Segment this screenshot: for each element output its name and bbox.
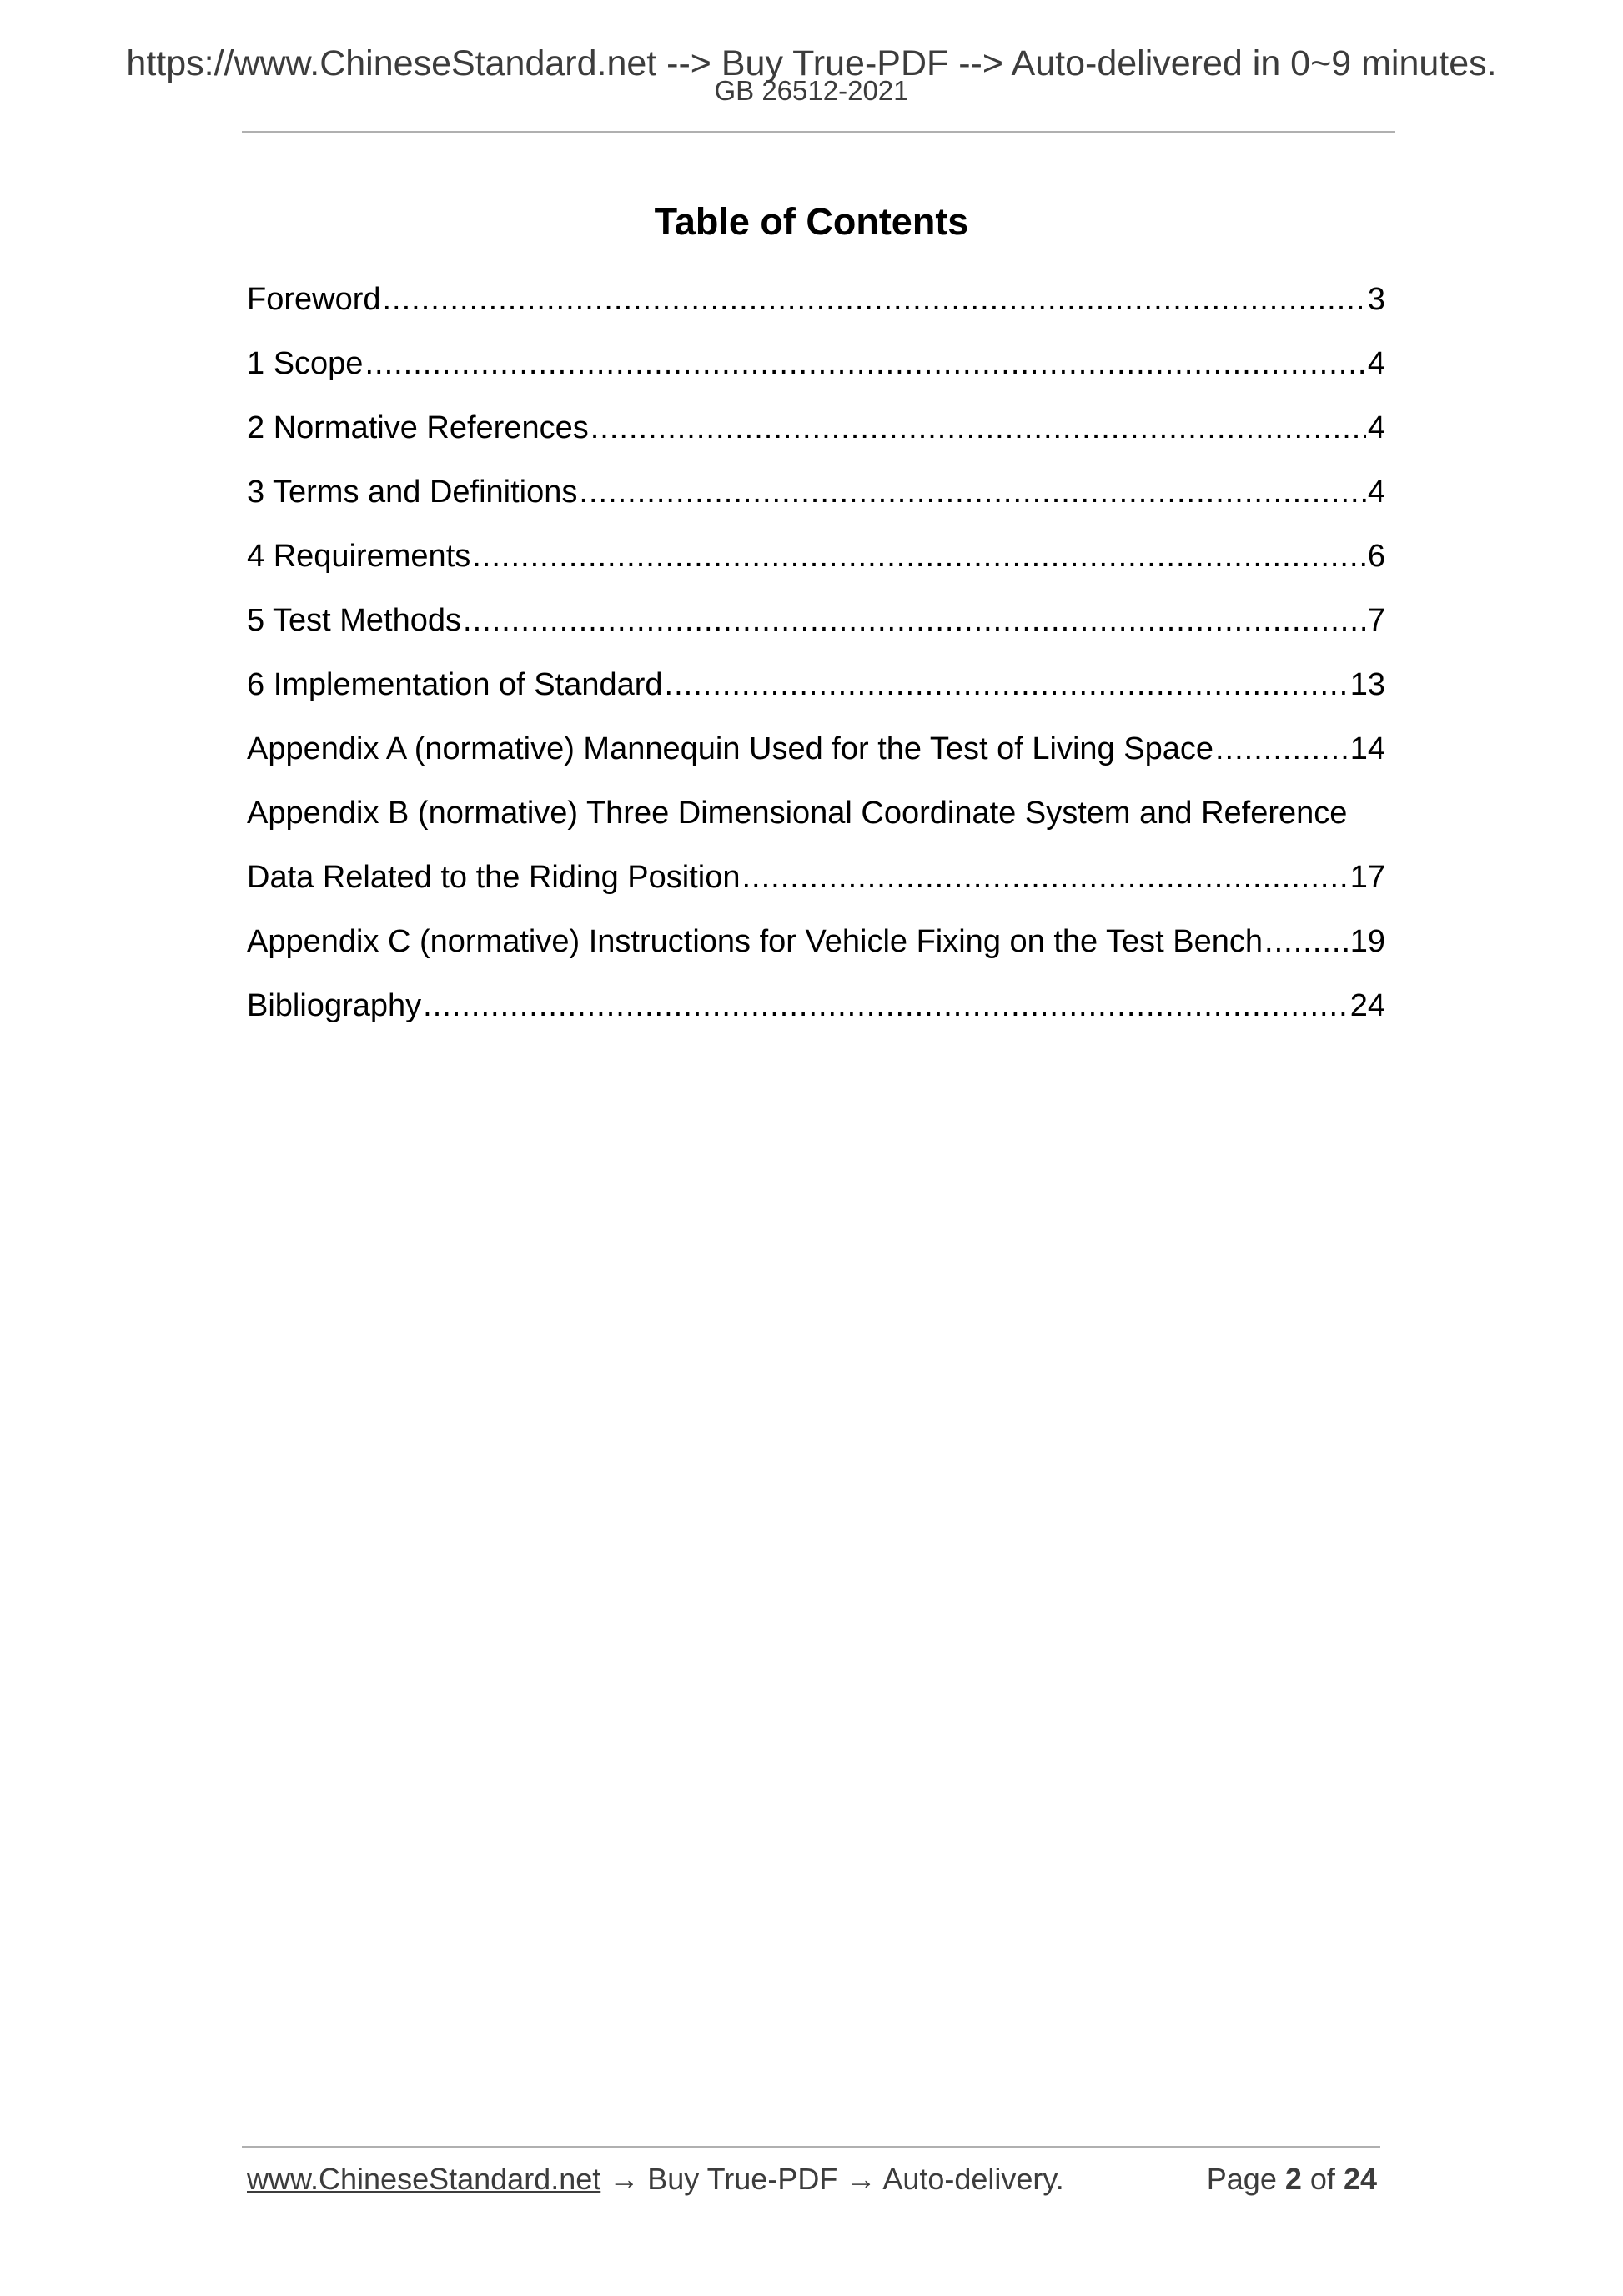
toc-entry-page: 14 — [1349, 731, 1385, 766]
footer-site-link[interactable]: www.ChineseStandard.net — [247, 2162, 601, 2196]
toc-entry-label: Foreword — [247, 282, 381, 317]
toc-title: Table of Contents — [654, 200, 969, 243]
page-total: 24 — [1343, 2162, 1377, 2196]
table-of-contents — [247, 275, 1385, 1046]
toc-entry-appendix-b[interactable] — [247, 789, 1385, 917]
toc-entry-label: Bibliography — [247, 988, 422, 1023]
toc-entry-page: 7 — [1367, 603, 1385, 638]
header-divider — [242, 131, 1395, 133]
toc-entry-page: 6 — [1367, 539, 1385, 574]
toc-leader-dots — [1215, 725, 1349, 773]
toc-entry-label: 2 Normative References — [247, 410, 589, 445]
toc-entry-label: 4 Requirements — [247, 539, 471, 574]
toc-entry-scope[interactable] — [247, 339, 1385, 404]
page-number — [1207, 2162, 1377, 2197]
page-word: Page — [1206, 2162, 1277, 2196]
toc-entry-label: 3 Terms and Definitions — [247, 475, 578, 510]
toc-leader-dots — [741, 853, 1348, 902]
toc-entry-normative-references[interactable] — [247, 404, 1385, 468]
page-footer — [247, 2162, 1377, 2197]
toc-entry-label-line2: Data Related to the Riding Position — [247, 860, 741, 895]
toc-leader-dots — [423, 982, 1349, 1030]
top-banner: https://www.ChineseStandard.net --> Buy True-PDF --> Auto-delivered in 0~9 minutes. — [126, 43, 1497, 83]
toc-entry-label: 1 Scope — [247, 346, 364, 381]
toc-entry-label: Appendix C (normative) Instructions for Vehicle Fixing on the Test Bench — [247, 924, 1264, 959]
footer-tagline: → Buy True-PDF → Auto-delivery. — [600, 2162, 1064, 2196]
toc-entry-page: 4 — [1367, 475, 1385, 510]
toc-entry-page: 4 — [1367, 346, 1385, 381]
toc-entry-page: 17 — [1349, 860, 1385, 895]
toc-entry-implementation[interactable] — [247, 661, 1385, 725]
toc-entry-requirements[interactable] — [247, 532, 1385, 596]
toc-leader-dots — [383, 275, 1366, 324]
toc-leader-dots — [1264, 917, 1349, 966]
toc-leader-dots — [665, 661, 1349, 709]
toc-entry-bibliography[interactable] — [247, 982, 1385, 1046]
standard-code: GB 26512-2021 — [714, 75, 909, 106]
footer-promo — [247, 2162, 1064, 2197]
toc-entry-page: 3 — [1367, 282, 1385, 317]
toc-leader-dots — [364, 339, 1365, 388]
toc-leader-dots — [463, 596, 1366, 645]
toc-entry-page: 13 — [1349, 667, 1385, 702]
toc-entry-appendix-c[interactable] — [247, 917, 1385, 982]
toc-leader-dots — [472, 532, 1366, 580]
toc-entry-page: 19 — [1349, 924, 1385, 959]
toc-entry-appendix-a[interactable] — [247, 725, 1385, 789]
toc-leader-dots — [590, 404, 1366, 452]
toc-entry-page: 4 — [1367, 410, 1385, 445]
toc-entry-label: 6 Implementation of Standard — [247, 667, 663, 702]
toc-entry-label-line1: Appendix B (normative) Three Dimensional Coordinate System and Reference — [247, 796, 1348, 831]
toc-entry-test-methods[interactable] — [247, 596, 1385, 661]
page-of: of — [1309, 2162, 1335, 2196]
toc-entry-label: Appendix A (normative) Mannequin Used for the Test of Living Space — [247, 731, 1213, 766]
page-current: 2 — [1284, 2162, 1302, 2196]
toc-entry-page: 24 — [1349, 988, 1385, 1023]
toc-entry-foreword[interactable] — [247, 275, 1385, 339]
toc-entry-label: 5 Test Methods — [247, 603, 462, 638]
toc-leader-dots — [579, 468, 1365, 516]
footer-divider — [242, 2146, 1380, 2148]
toc-entry-terms-definitions[interactable] — [247, 468, 1385, 532]
